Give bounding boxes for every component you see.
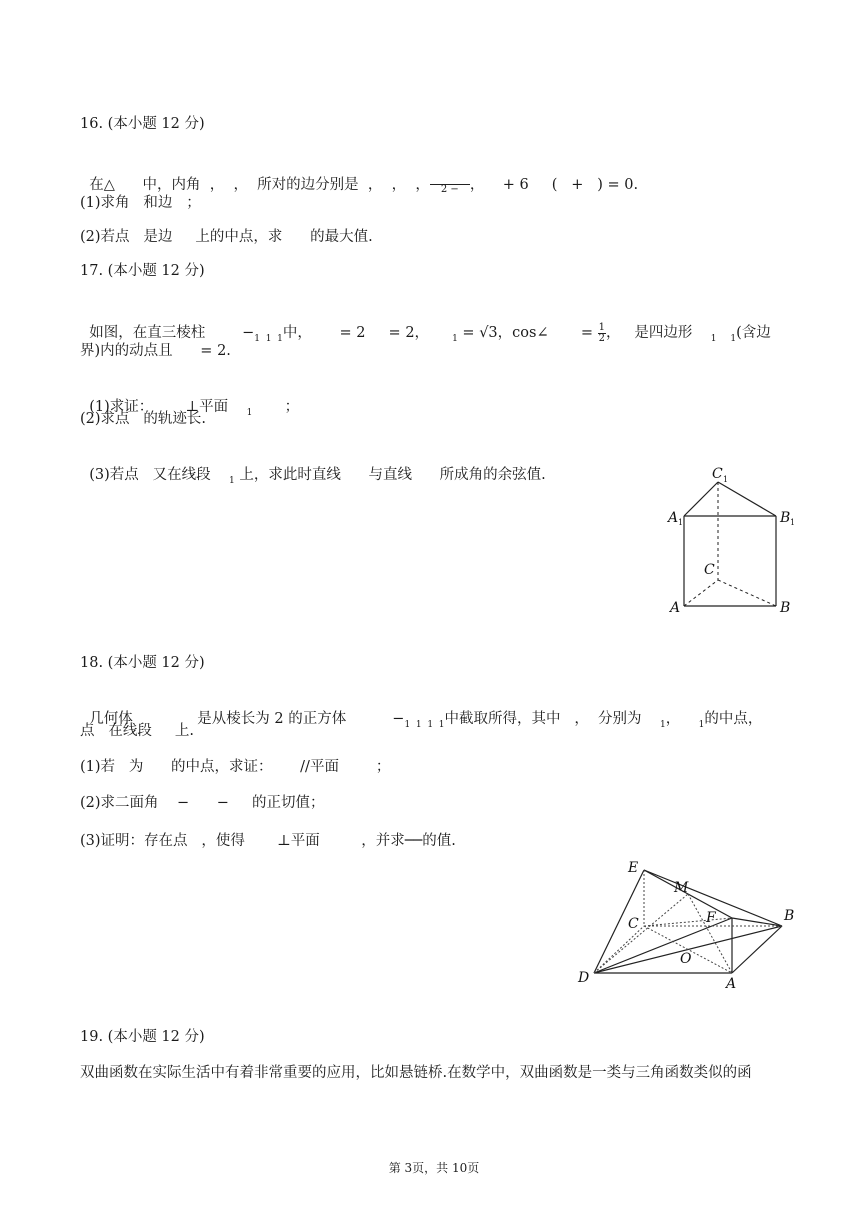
q17-stem1-subs: 1 1 1 — [254, 334, 283, 344]
edge-a-c — [684, 580, 718, 606]
q18-stem1-sub2: 1 — [660, 720, 666, 730]
q17-stem1-c: = √3，cos∠ = — [457, 325, 598, 341]
label-b: B — [780, 600, 791, 616]
q18-stem1-sub3: 1 — [698, 720, 705, 730]
q18-stem1-d: 的中点， — [704, 711, 763, 727]
q17-stem-line2: 界)内的动点且 = 2. — [80, 343, 231, 359]
q16-stem-part-b: ， + 6 ( + ) = 0. — [469, 177, 639, 193]
q19-header: 19. (本小题 12 分) — [80, 1029, 205, 1045]
q17-p3-a: (3)若点 又在线段 — [89, 467, 230, 483]
page-footer: 第 3页，共 10页 — [388, 1161, 480, 1175]
label-a1: A — [668, 510, 679, 526]
q17-stem1-b: 中， = 2 = 2， — [282, 325, 453, 341]
q16-part1: (1)求角 和边 ； — [80, 195, 201, 211]
q18-part3: (3)证明：存在点 ，使得 ⊥平面 ，并求──的值. — [80, 833, 456, 849]
q17-p1-sub: 1 — [246, 408, 253, 418]
q18-stem1-subs: 1 1 1 1 — [404, 720, 445, 730]
q16-stem — [80, 152, 788, 196]
q17-stem1-sub3: 1 — [710, 334, 717, 344]
label-b1: B — [780, 510, 791, 526]
edge-d-c — [594, 926, 644, 973]
q16-stem-part-a: 在△ 中，内角 ， ， 所对的边分别是 ， ， ， — [89, 177, 430, 193]
label-a: A — [670, 600, 681, 616]
edge-a1-c1 — [684, 482, 718, 516]
q17-gap — [717, 325, 731, 341]
label-f: F — [706, 910, 716, 926]
edge-f-b — [732, 918, 782, 926]
label-c: C — [704, 562, 715, 578]
q17-p1-a: (1)求证： ⊥平面 — [89, 399, 247, 415]
q18-stem-line2: 点 在线段 上. — [80, 723, 194, 739]
label-m: M — [674, 880, 689, 896]
q17-p3-b: 上，求此时直线 与直线 所成角的余弦值. — [234, 467, 546, 483]
label-d: D — [578, 970, 590, 986]
q18-part1: (1)若 为 的中点，求证： //平面 ； — [80, 759, 391, 775]
q16-header: 16. (本小题 12 分) — [80, 116, 205, 132]
q17-p3-sub: 1 — [229, 476, 235, 486]
label-o: O — [680, 951, 692, 967]
prism-figure — [660, 462, 800, 622]
label-c: C — [628, 916, 639, 932]
q19-stem: 双曲函数在实际生活中有着非常重要的应用，比如悬链桥.在数学中，双曲函数是一类与三角函数类似的函 — [80, 1065, 752, 1081]
q17-part2: (2)求点 的轨迹长. — [80, 411, 206, 427]
label-e: E — [628, 860, 639, 876]
edge-a-b — [732, 926, 782, 973]
q17-stem1-a: 如图，在直三棱柱 − — [89, 325, 255, 341]
q18-stem1-c: ， — [665, 711, 699, 727]
q17-header: 17. (本小题 12 分) — [80, 263, 205, 279]
label-b1-sub: 1 — [790, 518, 796, 527]
q17-stem1-sub2: 1 — [452, 334, 458, 344]
q18-stem1-a: 几何体 是从棱长为 2 的正方体 − — [89, 711, 405, 727]
q16-frac: 2 − — [430, 175, 470, 195]
q16-part2: (2)若点 是边 上的中点，求 的最大值. — [80, 229, 373, 245]
polyhedron-figure — [572, 852, 812, 992]
q18-part2: (2)求二面角 − − 的正切值； — [80, 795, 325, 811]
edge-c-f — [644, 918, 732, 926]
q18-header: 18. (本小题 12 分) — [80, 655, 205, 671]
label-b: B — [784, 908, 795, 924]
q17-stem1-sub4: 1 — [730, 334, 737, 344]
q18-stem1-b: 中截取所得，其中 ， 分别为 — [444, 711, 660, 727]
q17-stem1-e: (含边 — [736, 325, 771, 341]
label-c1: C — [712, 466, 723, 482]
edge-c-b — [718, 580, 776, 606]
q17-stem1-d: ， 是四边形 — [606, 325, 711, 341]
edge-d-f — [594, 918, 732, 973]
q17-p1-b: ； — [252, 399, 300, 415]
q17-frac: $\frac{1}{2}$ — [598, 321, 605, 344]
edge-c1-b1 — [718, 482, 776, 516]
label-c1-sub: 1 — [723, 475, 729, 484]
label-a1-sub: 1 — [678, 518, 684, 527]
label-a: A — [726, 976, 737, 992]
